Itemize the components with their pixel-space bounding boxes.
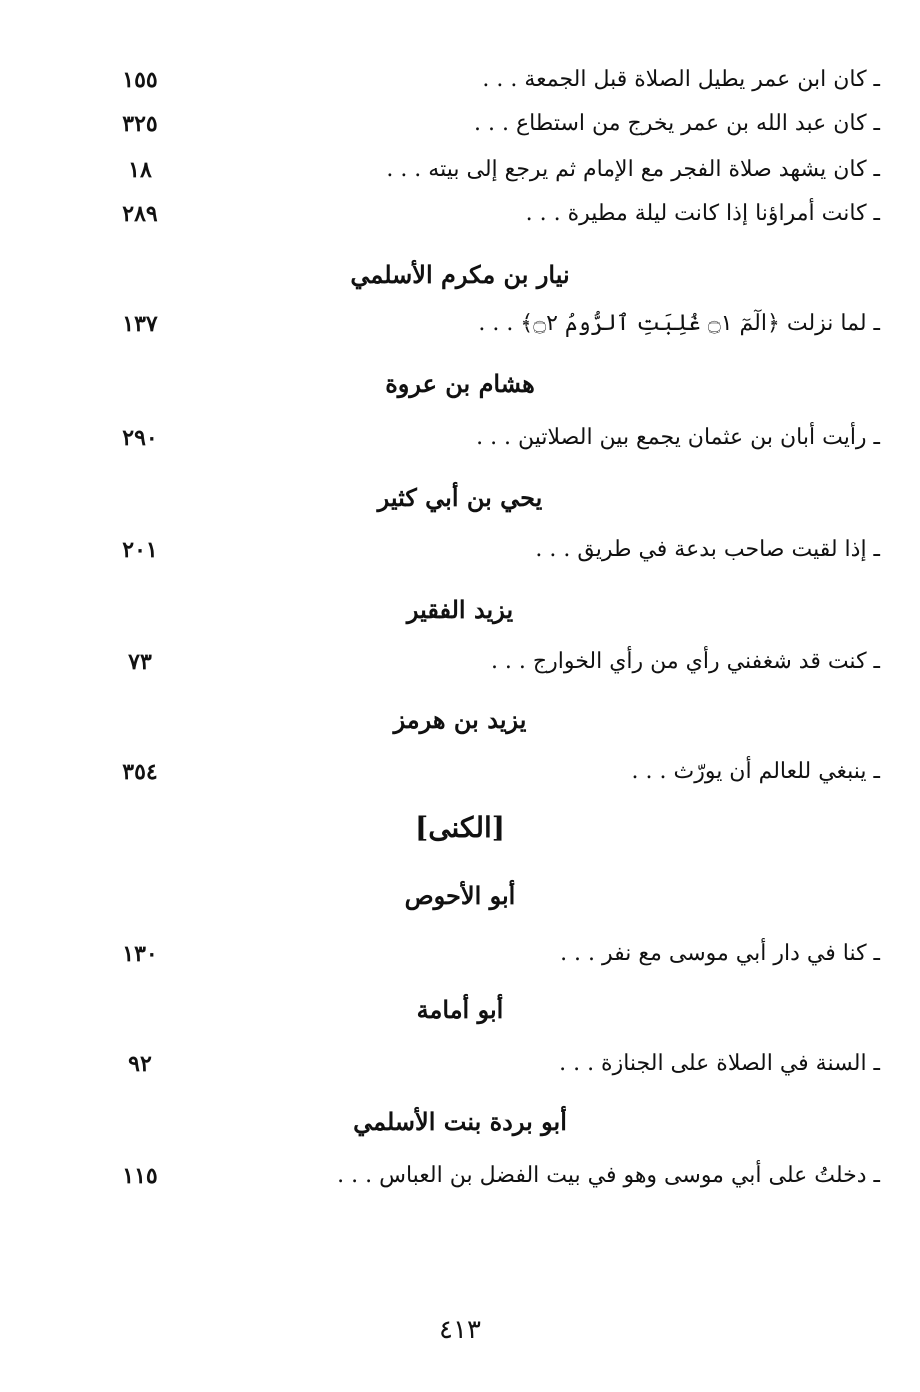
entry-page-number: ٣٢٥ (122, 111, 158, 137)
index-entry (100, 194, 880, 234)
page-number: ٤١٣ (439, 1315, 481, 1345)
entry-text: ـ السنة في الصلاة على الجنازة . . . (559, 1051, 880, 1076)
entry-page-number: ٢٨٩ (122, 201, 158, 227)
narrator-heading: أبو أمامة (416, 995, 504, 1024)
entry-page-number: ١١٥ (122, 1163, 158, 1189)
entry-text: ـ كان ابن عمر يطيل الصلاة قبل الجمعة . . . (482, 67, 880, 92)
index-entry (100, 1156, 880, 1196)
index-entry (100, 104, 880, 144)
narrator-heading: يحي بن أبي كثير (377, 483, 543, 512)
index-entry (100, 150, 880, 190)
index-entry (100, 1044, 880, 1084)
entry-text: ـ دخلتُ على أبي موسى وهو في بيت الفضل بن العباس . . . (337, 1163, 880, 1188)
entry-page-number: ٧٣ (128, 649, 152, 675)
entry-page-number: ١٣٠ (122, 941, 158, 967)
entry-page-number: ١٥٥ (122, 67, 158, 93)
narrator-heading: نيار بن مكرم الأسلمي (350, 260, 570, 289)
entry-text: ـ رأيت أبان بن عثمان يجمع بين الصلاتين . . . (476, 425, 880, 450)
entry-page-number: ٢٩٠ (122, 425, 158, 451)
entry-text: ـ لما نزلت ﴿الٓمٓ ۝١ غُلِبَتِ ٱلرُّومُ ۝٢﴾ . . . (478, 311, 880, 336)
entry-text: ـ ينبغي للعالم أن يورّث . . . (631, 759, 880, 784)
index-entry (100, 418, 880, 458)
narrator-heading: يزيد بن هرمز (393, 705, 527, 734)
entry-page-number: ٩٢ (128, 1051, 152, 1077)
entry-text: ـ كان عبد الله بن عمر يخرج من استطاع . . . (473, 111, 880, 136)
narrator-heading: أبو الأحوص (404, 881, 516, 910)
entry-page-number: ٣٥٤ (122, 759, 158, 785)
entry-text: ـ كانت أمراؤنا إذا كانت ليلة مطيرة . . . (525, 201, 880, 226)
entry-text: ـ كنا في دار أبي موسى مع نفر . . . (560, 941, 880, 966)
entry-page-number: ١٨ (128, 157, 152, 183)
index-entry (100, 934, 880, 974)
index-entry (100, 304, 880, 344)
entry-page-number: ١٣٧ (122, 311, 158, 337)
narrator-heading: هشام بن عروة (385, 369, 535, 398)
index-entry (100, 60, 880, 100)
entry-text: ـ كان يشهد صلاة الفجر مع الإمام ثم يرجع إلى بيته . . . (386, 157, 880, 182)
entry-text: ـ إذا لقيت صاحب بدعة في طريق . . . (535, 537, 880, 562)
narrator-heading: يزيد الفقير (406, 595, 514, 624)
section-title: [الكنى] (414, 811, 506, 844)
index-entry (100, 642, 880, 682)
index-entry (100, 530, 880, 570)
index-entry (100, 752, 880, 792)
entry-page-number: ٢٠١ (122, 537, 158, 563)
narrator-heading: أبو بردة بنت الأسلمي (353, 1107, 567, 1136)
entry-text: ـ كنت قد شغفني رأي من رأي الخوارج . . . (490, 649, 880, 674)
